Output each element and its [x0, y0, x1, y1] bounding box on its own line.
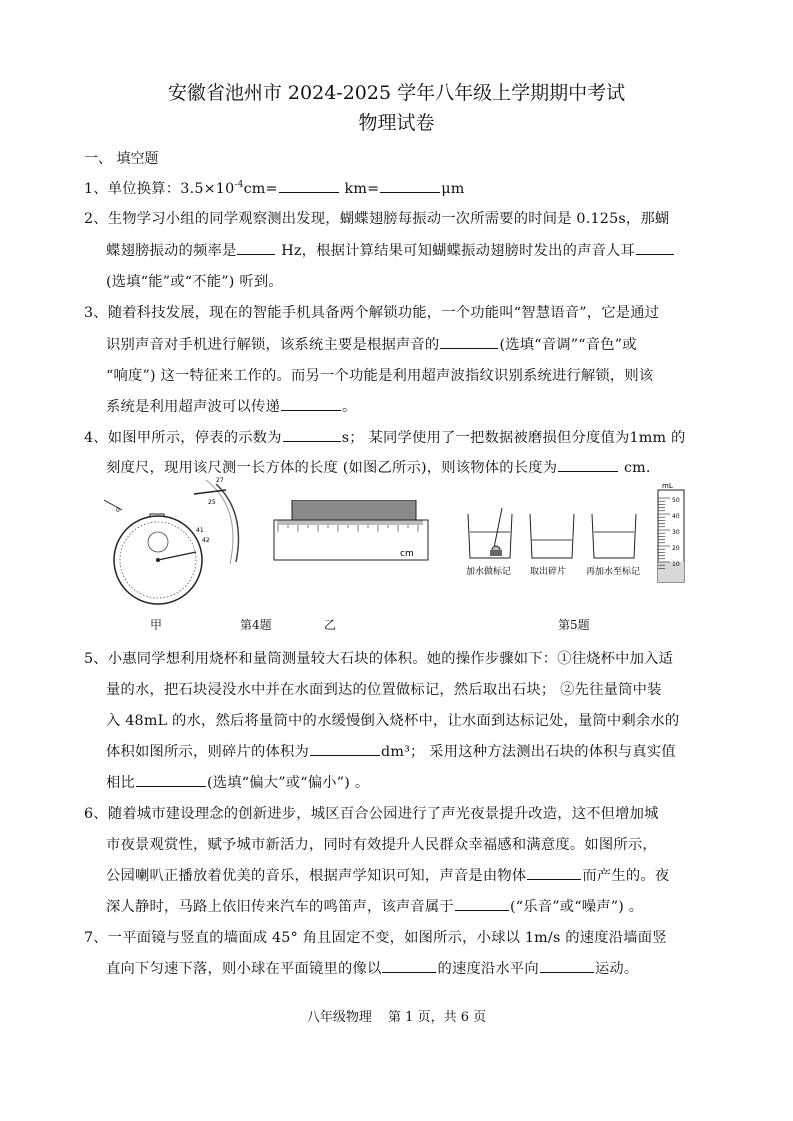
- answer-blank[interactable]: [279, 179, 339, 193]
- question-7-line-2: 直向下匀速下落，则小球在平面镜里的像以 的速度沿水平向 运动。: [106, 961, 639, 977]
- answer-blank[interactable]: [540, 959, 594, 973]
- stopwatch-number: 41: [196, 527, 204, 534]
- question-4-line-1: 4、如图甲所示，停表的示数为 s； 某同学使用了一把数据被磨损但分度值为1mm 的: [84, 430, 686, 446]
- answer-blank[interactable]: [380, 179, 440, 193]
- section-heading: 一、 填空题: [84, 151, 159, 167]
- beaker-caption-3: 再加水至标记: [586, 567, 641, 577]
- question-2-line-3: (选填“能”或“不能”) 听到。: [106, 274, 283, 290]
- beakers-figure: [462, 508, 652, 578]
- question-3-line-4: 系统是利用超声波可以传递 。: [106, 399, 357, 415]
- ruler-figure: [272, 500, 432, 570]
- question-2-line-2: 蝶翅膀振动的频率是 Hz，根据计算结果可知蝴蝶振动翅膀时发出的声音人耳: [106, 240, 675, 260]
- cylinder-unit: mL: [662, 482, 673, 490]
- question-5-line-2: 量的水，把石块浸没水中并在水面到达的位置做标记，然后取出石块； ②先往量筒中装: [106, 682, 662, 698]
- cylinder-label: 30: [672, 529, 680, 536]
- beaker-caption-2: 取出碎片: [530, 567, 567, 577]
- figure-label-jia: 甲: [150, 618, 163, 632]
- stopwatch-number: 27: [216, 477, 224, 484]
- question-6-line-1: 6、随着城市建设理念的创新进步，城区百合公园进行了声光夜景提升改造，这不但增加城: [84, 806, 659, 822]
- page-footer: [0, 1006, 793, 1025]
- figure-caption-q5: 第5题: [558, 618, 590, 632]
- answer-blank[interactable]: [310, 742, 380, 756]
- stopwatch-number: 0: [116, 507, 120, 514]
- question-3-line-2: 识别声音对手机进行解锁，该系统主要是根据声音的 (选填“音调”“音色”或: [106, 337, 637, 353]
- question-6-line-2: 市夜景观赏性，赋予城市新活力，同时有效提升人民群众幸福感和满意度。如图所示，: [106, 837, 657, 853]
- answer-blank[interactable]: [281, 397, 341, 411]
- beaker-caption-1: 加水做标记: [466, 567, 512, 577]
- answer-blank[interactable]: [283, 428, 341, 442]
- question-6-line-3: 公园喇叭正播放着优美的音乐，根据声学知识可知，声音是由物体 而产生的。夜: [106, 868, 670, 884]
- exam-title: 安徽省池州市 2024-2025 学年八年级上学期期中考试: [167, 82, 626, 104]
- answer-blank[interactable]: [558, 458, 618, 472]
- answer-blank[interactable]: [636, 241, 674, 255]
- answer-blank[interactable]: [455, 897, 509, 911]
- cylinder-label: 20: [672, 545, 680, 552]
- answer-blank[interactable]: [440, 335, 498, 349]
- stopwatch-figure: [96, 472, 256, 610]
- question-5-line-4: 体积如图所示，则碎片的体积为 dm³； 采用这种方法测出石块的体积与真实值: [106, 744, 676, 760]
- question-5-line-3: 入 48mL 的水，然后将量筒中的水缓慢倒入烧杯中，让水面到达标记处，量筒中剩余水的: [106, 713, 680, 729]
- ruler-unit: cm: [400, 549, 414, 559]
- question-5-line-1: 5、小惠同学想利用烧杯和量筒测量较大石块的体积。她的操作步骤如下：①往烧杯中加入适: [84, 651, 674, 667]
- question-4-line-2: 刻度尺，现用该尺测一长方体的长度 (如图乙所示)，则该物体的长度为 cm.: [106, 460, 651, 476]
- stopwatch-number: 25: [208, 499, 216, 506]
- figures-row: [0, 472, 793, 632]
- cylinder-label: 40: [672, 513, 680, 520]
- question-2-line-1: 2、生物学习小组的同学观察测出发现，蝴蝶翅膀每振动一次所需要的时间是 0.125s，那蝴: [84, 211, 670, 227]
- graduated-cylinder-figure: [654, 480, 690, 584]
- question-6-line-4: 深人静时，马路上依旧传来汽车的鸣笛声，该声音属于 (“乐音”或“噪声”) 。: [106, 899, 644, 915]
- answer-blank[interactable]: [382, 959, 436, 973]
- figure-caption-q4: 第4题: [240, 618, 272, 632]
- question-3-line-1: 3、随着科技发展，现在的智能手机具备两个解锁功能，一个功能叫“智慧语音”，它是通过: [84, 305, 660, 321]
- answer-blank[interactable]: [237, 241, 275, 255]
- figure-label-yi: 乙: [324, 618, 337, 632]
- question-3-line-3: “响度”) 这一特征来工作的。而另一个功能是利用超声波指纹识别系统进行解锁，则该: [106, 368, 654, 384]
- cylinder-label: 50: [672, 497, 680, 504]
- cylinder-label: 10: [672, 561, 680, 568]
- stopwatch-number: 42: [202, 537, 210, 544]
- answer-blank[interactable]: [527, 866, 581, 880]
- footer-page-number: 第 1 页，共 6 页: [388, 1010, 487, 1025]
- answer-blank[interactable]: [136, 773, 206, 787]
- question-5-line-5: 相比 (选填“偏大”或“偏小”) 。: [106, 775, 370, 791]
- footer-subject: 八年级物理: [306, 1010, 372, 1025]
- question-7-line-1: 7、一平面镜与竖直的墙面成 45° 角且固定不变，如图所示，小球以 1m/s 的速度沿墙面竖: [84, 930, 667, 946]
- exam-subtitle: 物理试卷: [358, 112, 435, 134]
- question-1: 1、单位换算：$3.5\times 10^{-4}cm= km= \mu m$: [84, 180, 465, 197]
